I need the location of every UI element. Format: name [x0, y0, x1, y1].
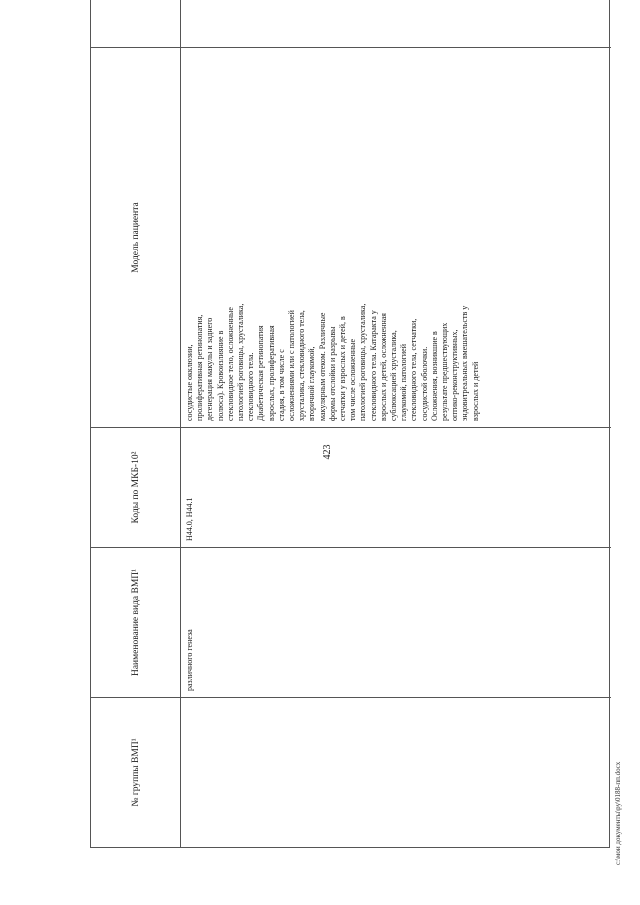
cell-group-number — [181, 697, 611, 847]
header-icd-codes: Коды по МКБ-10² — [91, 427, 181, 547]
file-path-footer: c:\мои документы\ру\0188-пп.docx — [614, 761, 622, 865]
header-patient-model: Модель пациента — [91, 47, 181, 427]
header-vmp-name: Наименование вида ВМП¹ — [91, 547, 181, 697]
header-group-number: № группы ВМП¹ — [91, 697, 181, 847]
cell-icd-codes: H44.0, H44.1 — [181, 427, 611, 547]
vmp-table — [90, 0, 610, 848]
cell-treatment-type — [181, 0, 611, 47]
table-header — [91, 0, 181, 847]
page-number: 423 — [322, 444, 333, 460]
cell-patient-model: сосудистые окклюзии, пролиферативная ретинопатия, дегенерация макулы и заднего полюса). Кровоизлияние в стекловидное тело, осложненные патологией роговицы, хрусталика, стекловидного тела. Диабетическая ретинопатия взрослых, пролиферативная стадия, в том числе с осложнениями или с патологией хрусталика, стекловидного тела, вторичной глаукомой, макулярным отеком. Различные формы отслойки и разрывы сетчатки у взрослых и детей, в том числе осложненные патологией роговицы, хрусталика, стекловидного тела. Катаракта у взрослых и детей, осложненная сублюксацией хрусталика, глаукомой, патологией стекловидного тела, сетчатки, сосудистой оболочки. Осложнения, возникшие в результате предшествующих оптико-реконструктивных, эндовитреальных вмешательств у взрослых и детей — [181, 47, 611, 427]
header-treatment-type — [91, 0, 181, 47]
cell-vmp-name: различного генеза — [181, 547, 611, 697]
